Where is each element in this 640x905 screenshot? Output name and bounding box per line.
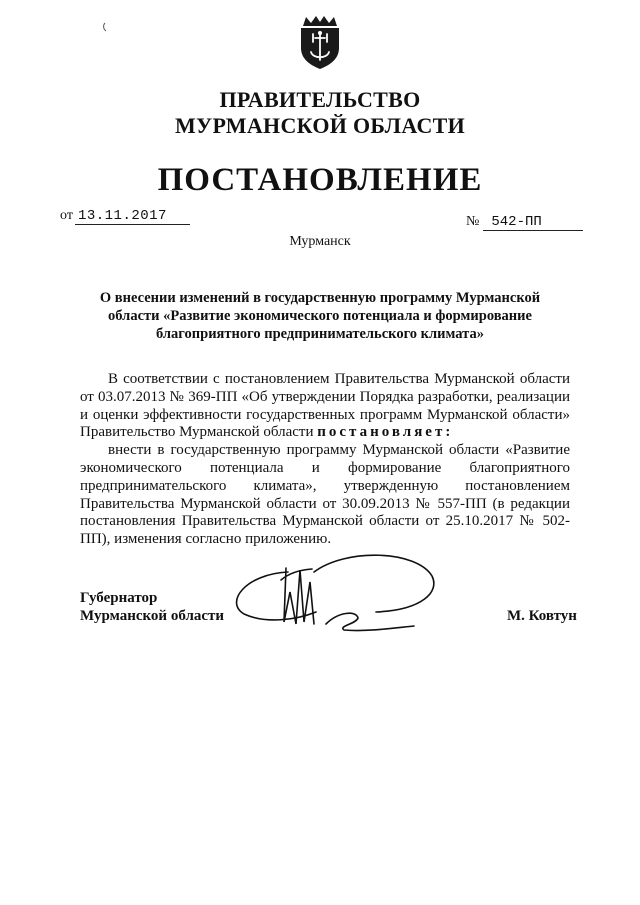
document-body [80, 371, 570, 549]
government-title: ПРАВИТЕЛЬСТВО [219, 87, 421, 112]
paragraph-1 [80, 371, 570, 442]
city: Мурманск [289, 234, 351, 249]
number-field [466, 214, 583, 231]
number-value: 542-ПП [483, 214, 583, 231]
paragraph-2: внести в государственную программу Мурманской области «Развитие экономического потенциала и формирование благоприятного предпринимательского климата», утвержденную постановлением Правительства Мурманской области от 30.09.2013 № 557-ПП (в редакции постановления Правительства Мурманской области от 25.10.2017 № 502-ПП), изменения согласно приложению. [80, 442, 570, 548]
pen-mark [102, 22, 108, 32]
date-field [60, 208, 190, 225]
date-value: 13.11.2017 [75, 208, 190, 225]
signer-position-line1: Губернатор [80, 590, 158, 606]
signer-position-line2: Мурманской области [80, 608, 225, 624]
decree-keyword: постановляет: [317, 424, 454, 441]
paragraph-1-text: В соответствии с постановлением Правительства Мурманской области от 03.07.2013 № 369-ПП «Об утверждении Порядка разработки, реализации и оценки эффективности государственных программ Мурманской области» Правительство Мурманской области [80, 371, 570, 441]
coat-of-arms-icon [295, 14, 345, 70]
signer-position [80, 589, 224, 625]
handwritten-signature [226, 552, 446, 642]
document-title: О внесении изменений в государственную программу Мурманской области «Развитие экономического потенциала и формирование благоприятного предпринимательского климата» [99, 290, 541, 342]
document-type: ПОСТАНОВЛЕНИЕ [157, 162, 483, 198]
signer-name: М. Ковтун [507, 608, 577, 624]
date-label: от [60, 208, 73, 223]
region-title: МУРМАНСКОЙ ОБЛАСТИ [174, 113, 466, 138]
number-label: № [466, 214, 480, 229]
